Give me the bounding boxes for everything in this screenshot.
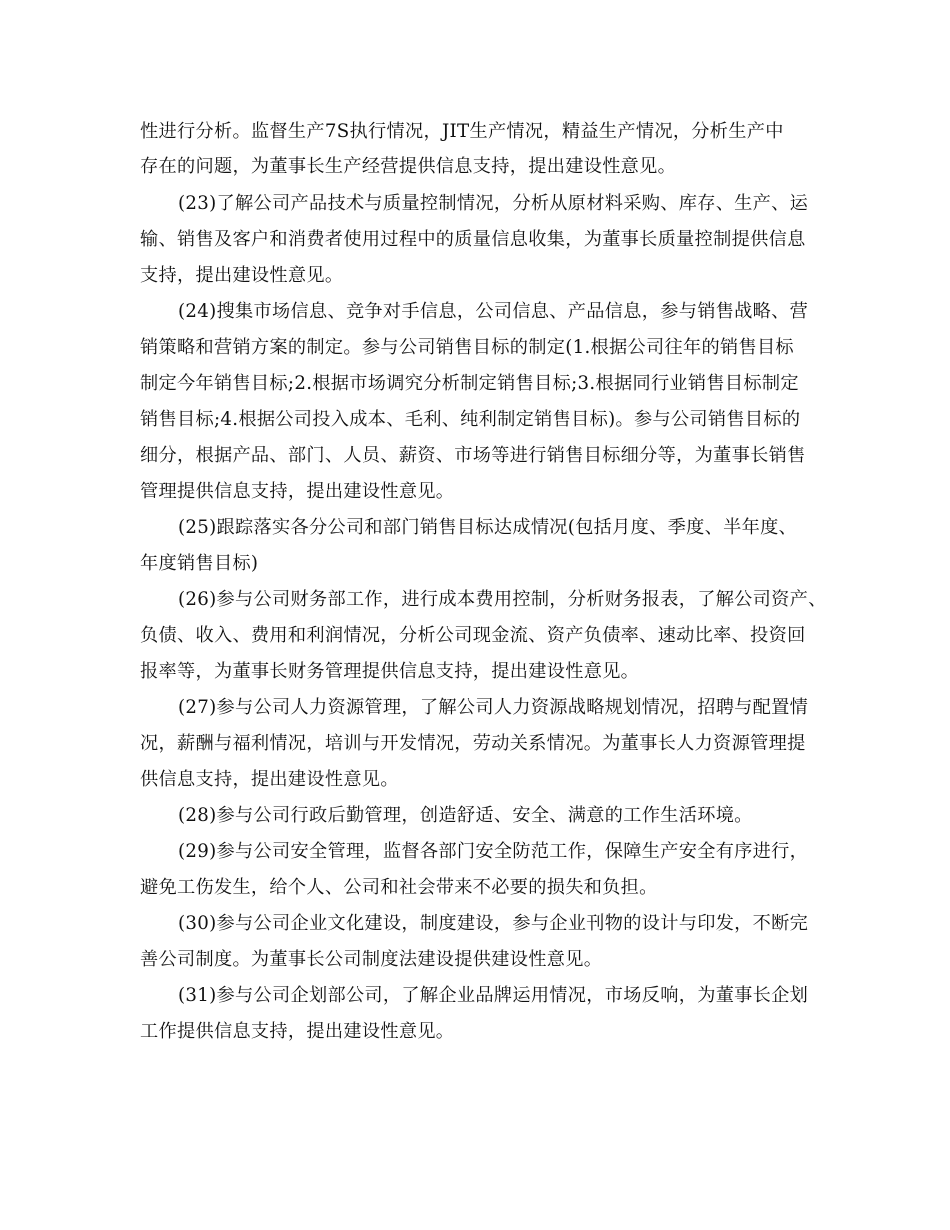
text-line: 支持，提出建设性意见。 [140,265,344,286]
paragraph-29-line: (29)参与公司安全管理，监督各部门安全防范工作，保障生产安全有序进行， [178,841,809,862]
paragraph-31-line: (31)参与公司企划部公司，了解企业品牌运用情况，市场反响，为董事长企划 [178,985,809,1006]
text-line: 负债、收入、费用和利润情况，分析公司现金流、资产负债率、速动比率、投资回 [140,625,806,646]
text-line: 性进行分析。监督生产7S执行情况，JIT生产情况，精益生产情况，分析生产中 [140,121,784,142]
text-line: 善公司制度。为董事长公司制度法建设提供建设性意见。 [140,949,603,970]
text-line: 避免工伤发生，给个人、公司和社会带来不必要的损失和负担。 [140,877,658,898]
paragraph-23-line: (23)了解公司产品技术与质量控制情况，分析从原材料采购、库存、生产、运 [178,193,809,214]
paragraph-25-line: (25)跟踪落实各分公司和部门销售目标达成情况(包括月度、季度、半年度、 [178,517,798,538]
text-line: 管理提供信息支持，提出建设性意见。 [140,481,455,502]
paragraph-26-line: (26)参与公司财务部工作，进行成本费用控制，分析财务报表，了解公司资产、 [178,589,827,610]
text-line: 工作提供信息支持，提出建设性意见。 [140,1021,455,1042]
paragraph-27-line: (27)参与公司人力资源管理，了解公司人力资源战略规划情况，招聘与配置情 [178,697,809,718]
text-line: 销策略和营销方案的制定。参与公司销售目标的制定(1.根据公司往年的销售目标 [140,337,794,358]
text-line: 制定今年销售目标;2.根据市场调究分析制定销售目标;3.根据同行业销售目标制定 [140,373,799,394]
text-line: 存在的问题，为董事长生产经营提供信息支持，提出建设性意见。 [140,156,677,177]
text-line: 销售目标;4.根据公司投入成本、毛利、纯利制定销售目标)。参与公司销售目标的 [140,409,801,430]
paragraph-28-line: (28)参与公司行政后勤管理，创造舒适、安全、满意的工作生活环境。 [178,805,753,826]
text-line: 细分，根据产品、部门、人员、薪资、市场等进行销售目标细分等，为董事长销售 [140,445,806,466]
paragraph-30-line: (30)参与公司企业文化建设，制度建设，参与企业刊物的设计与印发，不断完 [178,913,809,934]
text-line: 输、销售及客户和消费者使用过程中的质量信息收集，为董事长质量控制提供信息 [140,229,806,250]
text-line: 况，薪酬与福利情况，培训与开发情况，劳动关系情况。为董事长人力资源管理提 [140,733,806,754]
paragraph-24-line: (24)搜集市场信息、竞争对手信息，公司信息、产品信息，参与销售战略、营 [178,301,809,322]
text-line: 年度销售目标) [140,553,259,574]
text-line: 报率等，为董事长财务管理提供信息支持，提出建设性意见。 [140,661,640,682]
text-line: 供信息支持，提出建设性意见。 [140,769,399,790]
